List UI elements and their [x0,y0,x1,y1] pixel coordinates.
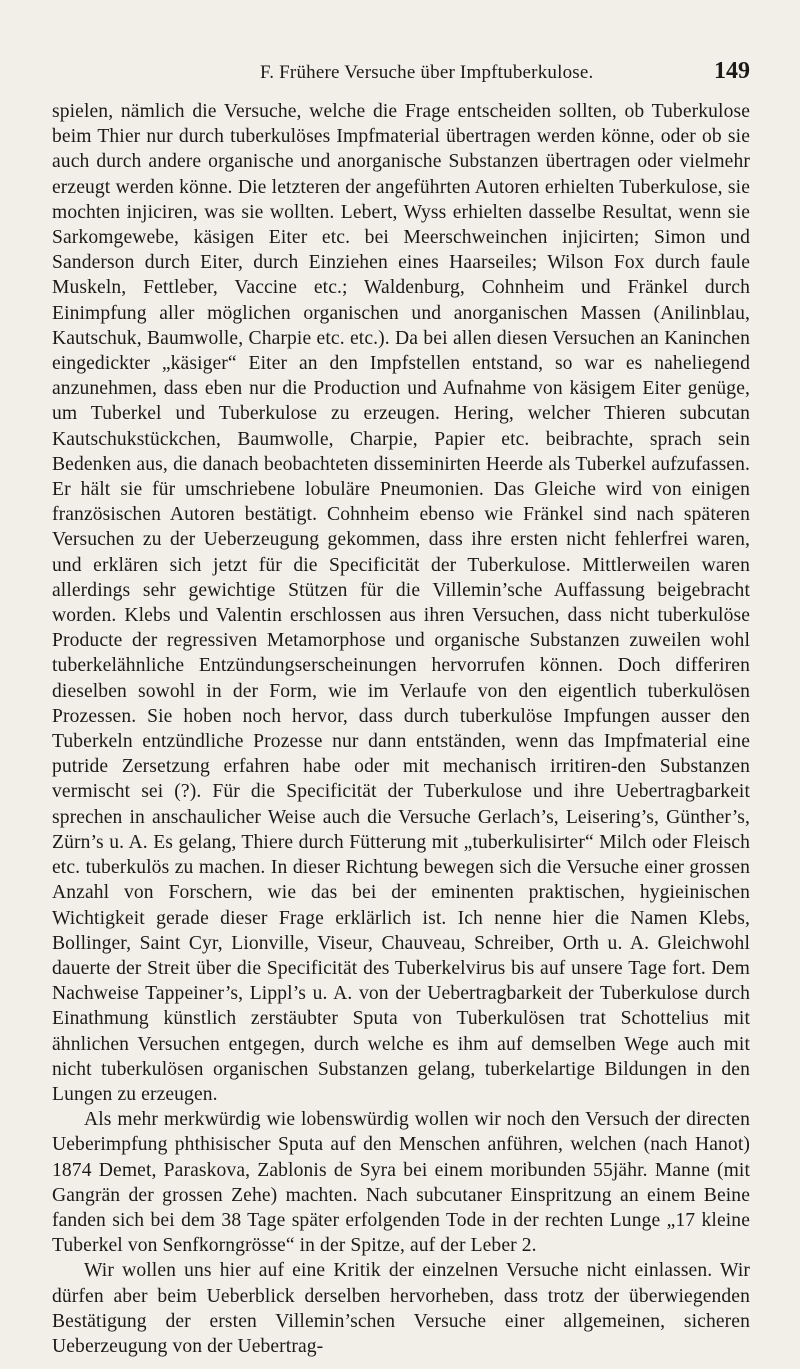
paragraph-2: Als mehr merkwürdig wie lobenswürdig wollen wir noch den Versuch der directen Ueberimpfung phthisischer Sputa auf den Menschen anführen, welchen (nach Hanot) 1874 Demet, Paraskova, Zablonis de Syra bei einem moribunden 55jähr. Manne (mit Gangrän der grossen Zehe) machten. Nach subcutaner Einspritzung an einem Beine fanden sich bei dem 38 Tage später erfolgenden Tode in der rechten Lunge „17 kleine Tuberkel von Senfkorngrösse“ in der Spitze, auf der Leber 2. [52,1109,750,1257]
paragraph-1: spielen, nämlich die Versuche, welche die Frage entscheiden sollten, ob Tuberkulose beim Thier nur durch tuberkulöses Impfmaterial übertragen werden könne, oder ob sie auch durch andere organische und anorganische Substanzen übertragen oder vielmehr erzeugt werden könne. Die letzteren der angeführten Autoren erhielten Tuberkulose, sie mochten injiciren, was sie wollten. Lebert, Wyss erhielten dasselbe Resultat, wenn sie Sarkomgewebe, käsigen Eiter etc. bei Meerschweinchen injicirten; Simon und Sanderson durch Eiter, durch Einziehen eines Haarseiles; Wilson Fox durch faule Muskeln, Fettleber, Vaccine etc.; Waldenburg, Cohnheim und Fränkel durch Einimpfung aller möglichen organischen und anorganischen Massen (Anilinblau, Kautschuk, Baumwolle, Charpie etc. etc.). Da bei allen diesen Versuchen an Kaninchen eingedickter „käsiger“ Eiter an den Impfstellen entstand, so war es naheliegend anzunehmen, dass eben nur die Production und Aufnahme von käsigem Eiter genüge, um Tuberkel und Tuberkulose zu erzeugen. Hering, welcher Thieren subcutan Kautschukstückchen, Baumwolle, Charpie, Papier etc. beibrachte, sprach sein Bedenken aus, die danach beobachteten disseminirten Heerde als Tuberkel aufzufassen. Er hält sie für umschriebene lobuläre Pneumonien. Das Gleiche wird von einigen französischen Autoren bestätigt. Cohnheim ebenso wie Fränkel sind nach späteren Versuchen zu der Ueberzeugung gekommen, dass ihre ersten nicht fehlerfrei waren, und erklären sich jetzt für die Specificität der Tuberkulose. Mittlerweilen waren allerdings sehr gewichtige Stützen für die Villemin’sche Auffassung beigebracht worden. Klebs und Valentin erschlossen aus ihren Versuchen, dass nicht tuberkulöse Producte der regressiven Metamorphose und organische Substanzen zuweilen wohl tuberkelähnliche Entzündungserscheinungen hervorrufen können. Doch differiren dieselben sowohl in der Form, wie im Verlaufe von den eigentlich tuberkulösen Prozessen. Sie hoben noch hervor, dass durch tuberkulöse Impfungen ausser den Tuberkeln entzündliche Prozesse nur dann entständen, wenn das Impfmaterial eine putride Zersetzung erfahren habe oder mit mechanisch irritiren-den Substanzen vermischt sei (?). Für die Specificität der Tuberkulose und ihre Uebertragbarkeit sprechen in anschaulicher Weise auch die Versuche Gerlach’s, Leisering’s, Günther’s, Zürn’s u. A. Es gelang, Thiere durch Fütterung mit „tuberkulisirter“ Milch oder Fleisch etc. tuberkulös zu machen. In dieser Richtung bewegen sich die Versuche einer grossen Anzahl von Forschern, wie das bei der eminenten praktischen, hygieinischen Wichtigkeit gerade dieser Frage erklärlich ist. Ich nenne hier die Namen Klebs, Bollinger, Saint Cyr, Lionville, Viseur, Chauveau, Schreiber, Orth u. A. Gleichwohl dauerte der Streit über die Specificität des Tuberkelvirus bis auf unsere Tage fort. Dem Nachweise Tappeiner’s, Lippl’s u. A. von der Uebertragbarkeit der Tuberkulose durch Einathmung künstlich zerstäubter Sputa von Tuberkulösen trat Schottelius mit ähnlichen Versuchen entgegen, durch welche es ihm auf demselben Wege auch mit nicht tuberkulösen organischen Substanzen gelang, tuberkelartige Bildungen in den Lungen zu erzeugen. [52,101,750,1105]
running-head [52,58,750,88]
running-head-title: F. Frühere Versuche über Impftuberkulose. [260,62,594,83]
body-text [52,99,750,1359]
page-number: 149 [714,58,750,84]
paragraph-3: Wir wollen uns hier auf eine Kritik der einzelnen Versuche nicht einlassen. Wir dürfen aber beim Ueberblick derselben hervorheben, dass trotz der überwiegenden Bestätigung der ersten Villemin’schen Versuche einer allgemeinen, sicheren Ueberzeugung von der Uebertrag- [52,1260,750,1357]
